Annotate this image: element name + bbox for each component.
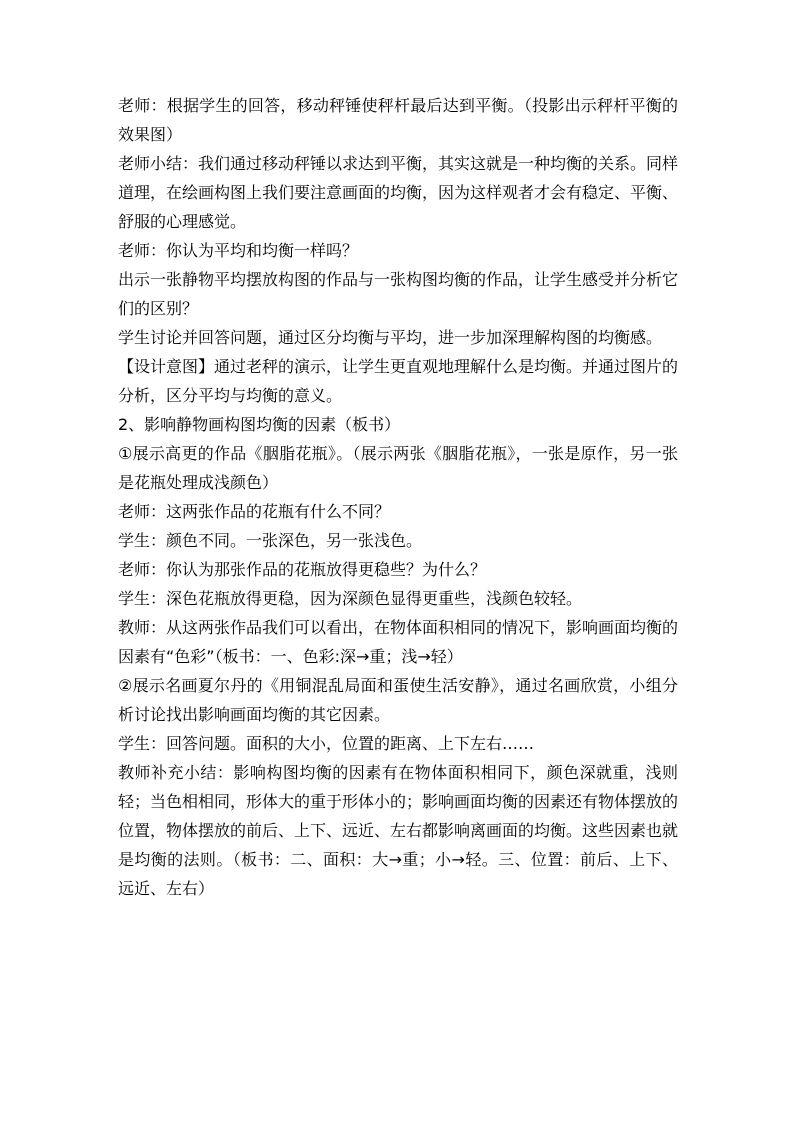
paragraph-teacher-question: 老师：你认为平均和均衡一样吗？ [118,241,359,260]
paragraph-student-discussion: 学生讨论并回答问题，通过区分均衡与平均，进一步加深理解构图的均衡感。 [118,328,663,347]
paragraph-section-heading: 2、影响静物画构图均衡的因素（板书） [118,415,401,434]
paragraph-teacher-stability: 老师：你认为那张作品的花瓶放得更稳些？为什么？ [118,560,487,579]
paragraph-student-answer: 学生：回答问题。面积的大小，位置的距离、上下左右…… [118,734,535,753]
paragraph-teacher-balance: 老师：根据学生的回答，移动秤锤使秤杆最后达到平衡。（投影出示秤杆平衡的效果图） [118,96,678,144]
paragraph-gauguin-vase: ①展示高更的作品《胭脂花瓶》。（展示两张《胭脂花瓶》，一张是原作，另一张是花瓶处理成浅颜色） [118,444,678,492]
paragraph-teacher-difference: 老师：这两张作品的花瓶有什么不同？ [118,502,391,521]
paragraph-student-color: 学生：颜色不同。一张深色，另一张浅色。 [118,531,423,550]
paragraph-teacher-color-factor: 教师：从这两张作品我们可以看出，在物体面积相同的情况下，影响画面均衡的因素有“色彩”（板书：一、色彩:深→重；浅→轻） [118,618,679,666]
document-body [118,91,678,903]
paragraph-teacher-summary: 老师小结：我们通过移动秤锤以求达到平衡，其实这就是一种均衡的关系。同样道理，在绘画构图上我们要注意画面的均衡，因为这样观者才会有稳定、平衡、舒服的心理感觉。 [118,154,679,231]
paragraph-show-works: 出示一张静物平均摆放构图的作品与一张构图均衡的作品，让学生感受并分析它们的区别？ [118,270,679,318]
paragraph-student-stability: 学生：深色花瓶放得更稳，因为深颜色显得更重些，浅颜色较轻。 [118,589,583,608]
paragraph-chardin-painting: ②展示名画夏尔丹的《用铜混乱局面和蛋使生活安静》，通过名画欣赏，小组分析讨论找出影响画面均衡的其它因素。 [118,676,678,724]
paragraph-design-intent: 【设计意图】通过老秤的演示，让学生更直观地理解什么是均衡。并通过图片的分析，区分平均与均衡的意义。 [118,357,679,405]
paragraph-teacher-final-summary: 教师补充小结：影响构图均衡的因素有在物体面积相同下，颜色深就重，浅则轻；当色相相同，形体大的重于形体小的；影响画面均衡的因素还有物体摆放的位置，物体摆放的前后、上下、远近、左右都影响离画面的均衡。这些因素也就是均衡的法则。（板书：二、面积：大→重；小→轻。三、位置：前后、上下、远近、左右） [118,763,679,898]
